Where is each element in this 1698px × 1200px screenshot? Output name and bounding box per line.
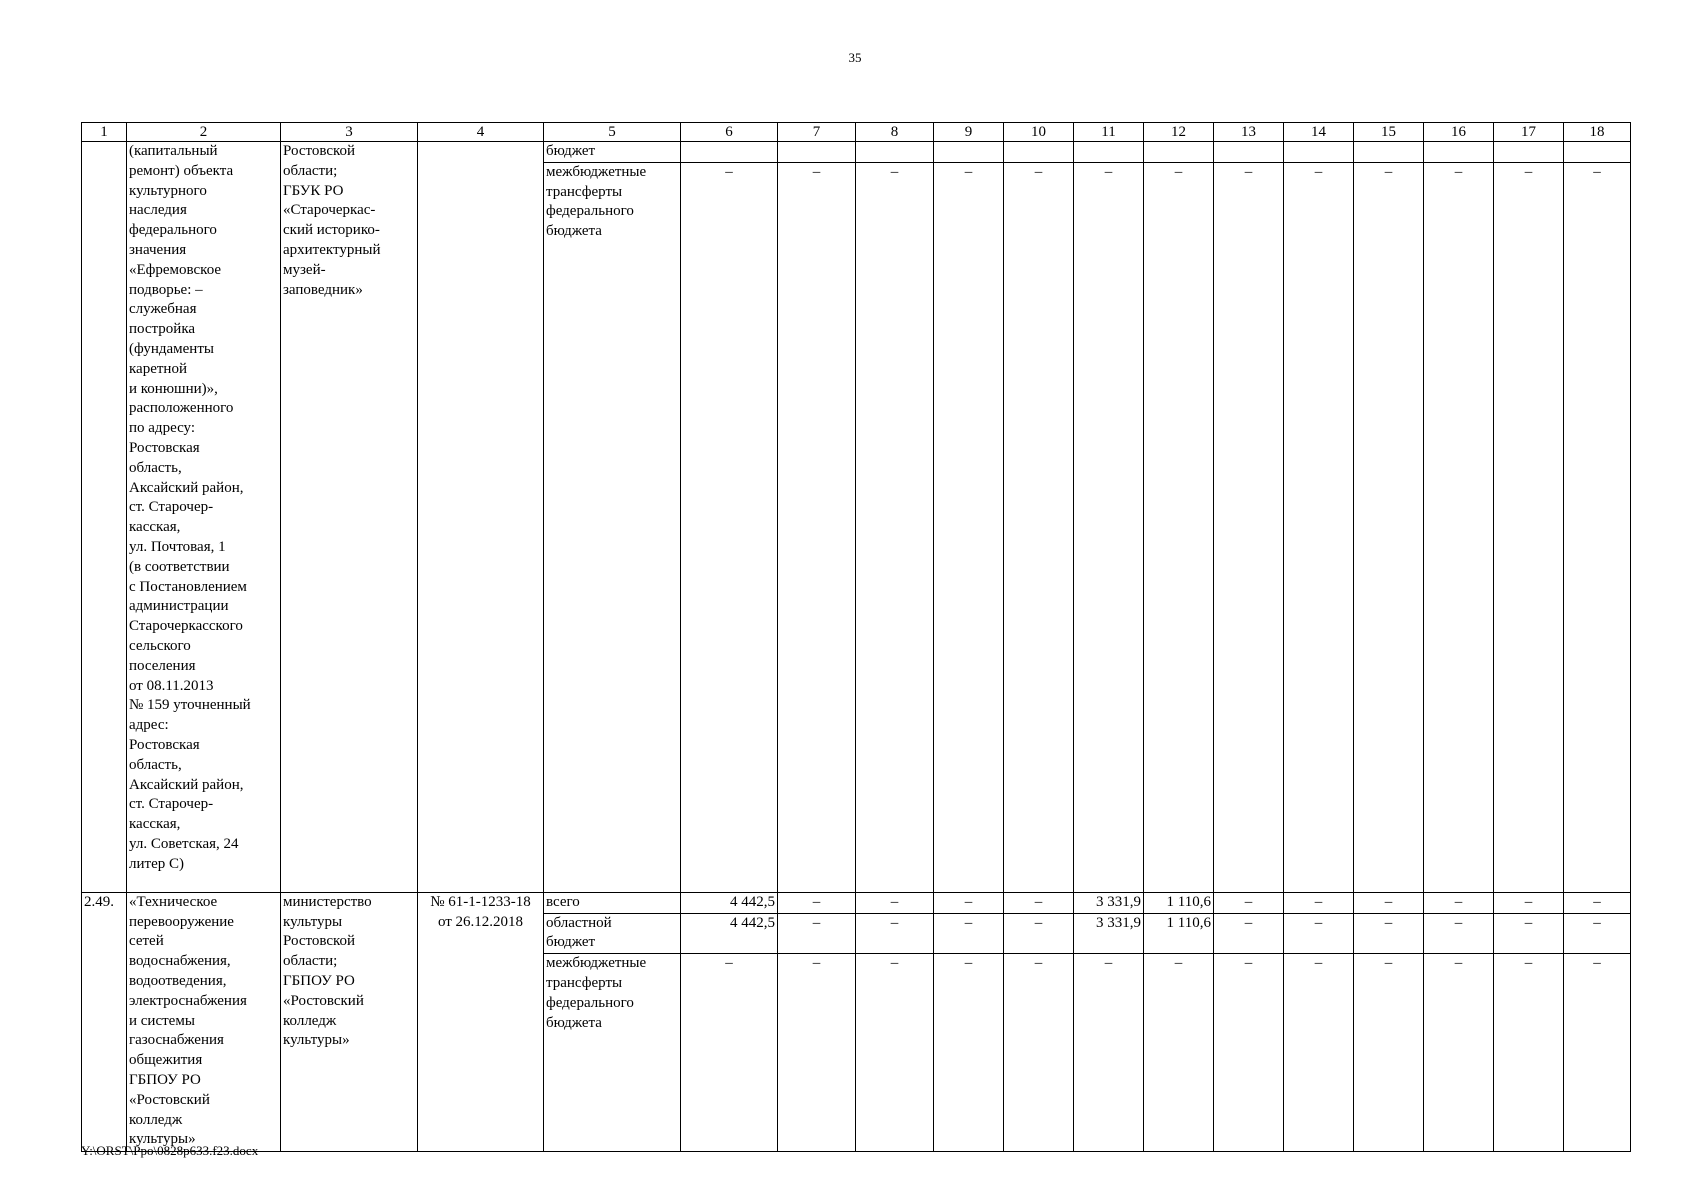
- entry-name-cell: «Техническое перевооружение сетей водоснабжения, водоотведения, электроснабжения и системы газоснабжения общежития ГБПОУ РО «Ростовский колледж культуры»: [127, 892, 281, 1151]
- value-cell: 3 331,9: [1074, 913, 1144, 954]
- column-number: 9: [934, 123, 1004, 142]
- value-cell: –: [1354, 892, 1424, 913]
- value-cell: –: [1564, 954, 1631, 1152]
- value-cell: –: [1494, 162, 1564, 892]
- value-cell: 1 110,6: [1144, 892, 1214, 913]
- value-cell: –: [1564, 913, 1631, 954]
- value-cell: –: [1354, 913, 1424, 954]
- column-number: 17: [1494, 123, 1564, 142]
- value-cell: –: [778, 954, 856, 1152]
- value-cell: –: [1354, 954, 1424, 1152]
- value-cell: –: [1074, 162, 1144, 892]
- value-cell: –: [1004, 913, 1074, 954]
- funding-source-cell: областной бюджет: [544, 913, 681, 954]
- value-cell: –: [681, 954, 778, 1152]
- funding-source-cell: межбюджетные трансферты федерального бюджета: [544, 162, 681, 892]
- value-cell: –: [1074, 954, 1144, 1152]
- value-cell: –: [1284, 892, 1354, 913]
- value-cell: –: [1424, 162, 1494, 892]
- value-cell: –: [1214, 913, 1284, 954]
- value-cell: –: [856, 913, 934, 954]
- column-number: 18: [1564, 123, 1631, 142]
- table-row: [82, 142, 1631, 163]
- value-cell: 3 331,9: [1074, 892, 1144, 913]
- value-cell: –: [1284, 913, 1354, 954]
- table-row: [82, 892, 1631, 913]
- footer-file-path: Y:\ORST\Ppo\0828p633.f23.docx: [81, 1143, 259, 1158]
- value-cell: –: [778, 913, 856, 954]
- value-cell: –: [934, 892, 1004, 913]
- column-number-row: [82, 123, 1631, 142]
- column-number: 2: [127, 123, 281, 142]
- value-cell: –: [1424, 913, 1494, 954]
- value-cell: –: [856, 162, 934, 892]
- value-cell: –: [1494, 892, 1564, 913]
- value-cell: –: [1354, 162, 1424, 892]
- column-number: 16: [1424, 123, 1494, 142]
- funding-source-cell: всего: [544, 892, 681, 913]
- value-cell: [1074, 142, 1144, 163]
- value-cell: –: [681, 162, 778, 892]
- value-cell: –: [1564, 892, 1631, 913]
- value-cell: –: [856, 892, 934, 913]
- value-cell: –: [1144, 162, 1214, 892]
- value-cell: [1214, 142, 1284, 163]
- column-number: 7: [778, 123, 856, 142]
- responsible-cell: министерство культуры Ростовской области; ГБПОУ РО «Ростовский колледж культуры»: [281, 892, 418, 1151]
- value-cell: –: [1214, 892, 1284, 913]
- funding-source-cell: бюджет: [544, 142, 681, 163]
- value-cell: –: [1494, 913, 1564, 954]
- funding-source-cell: межбюджетные трансферты федерального бюджета: [544, 954, 681, 1152]
- entry-number-cell: 2.49.: [82, 892, 127, 1151]
- value-cell: [1144, 142, 1214, 163]
- column-number: 14: [1284, 123, 1354, 142]
- column-number: 8: [856, 123, 934, 142]
- value-cell: –: [1144, 954, 1214, 1152]
- value-cell: [681, 142, 778, 163]
- column-number: 3: [281, 123, 418, 142]
- value-cell: [1004, 142, 1074, 163]
- value-cell: –: [1214, 954, 1284, 1152]
- value-cell: –: [1004, 954, 1074, 1152]
- value-cell: –: [1424, 954, 1494, 1152]
- value-cell: [1424, 142, 1494, 163]
- document-cell: № 61-1-1233-18 от 26.12.2018: [418, 892, 544, 1151]
- value-cell: 4 442,5: [681, 892, 778, 913]
- value-cell: –: [1214, 162, 1284, 892]
- value-cell: 4 442,5: [681, 913, 778, 954]
- value-cell: –: [778, 162, 856, 892]
- column-number: 4: [418, 123, 544, 142]
- document-cell: [418, 142, 544, 893]
- value-cell: [778, 142, 856, 163]
- page-number: 35: [848, 50, 862, 65]
- column-number: 1: [82, 123, 127, 142]
- value-cell: –: [1004, 892, 1074, 913]
- column-number: 11: [1074, 123, 1144, 142]
- column-number: 6: [681, 123, 778, 142]
- column-number: 15: [1354, 123, 1424, 142]
- value-cell: –: [934, 954, 1004, 1152]
- responsible-cell: Ростовской области; ГБУК РО «Старочеркас- ский историко- архитектурный музей- заповедник»: [281, 142, 418, 893]
- column-number: 5: [544, 123, 681, 142]
- value-cell: –: [1284, 162, 1354, 892]
- value-cell: –: [856, 954, 934, 1152]
- column-number: 13: [1214, 123, 1284, 142]
- entry-name-cell: (капитальный ремонт) объекта культурного наследия федерального значения «Ефремовское подворье: – служебная постройка (фундаменты каретной и конюшни)», расположенного по адресу: Ростовская область, Аксайский район, ст. Старочер- касская, ул. Почтовая, 1 (в соответствии с Постановлением администрации Старочеркасского сельского поселения от 08.11.2013 № 159 уточненный адрес: Ростовская область, Аксайский район, ст. Старочер- касская, ул. Советская, 24 литер С): [127, 142, 281, 893]
- value-cell: [1494, 142, 1564, 163]
- value-cell: –: [1424, 892, 1494, 913]
- value-cell: [1564, 142, 1631, 163]
- value-cell: [934, 142, 1004, 163]
- value-cell: –: [1494, 954, 1564, 1152]
- value-cell: 1 110,6: [1144, 913, 1214, 954]
- value-cell: –: [1564, 162, 1631, 892]
- column-number: 10: [1004, 123, 1074, 142]
- value-cell: –: [778, 892, 856, 913]
- value-cell: [1284, 142, 1354, 163]
- value-cell: –: [1004, 162, 1074, 892]
- column-number: 12: [1144, 123, 1214, 142]
- value-cell: –: [934, 913, 1004, 954]
- value-cell: –: [1284, 954, 1354, 1152]
- entry-number-cell: [82, 142, 127, 893]
- value-cell: –: [934, 162, 1004, 892]
- program-table: [81, 122, 1631, 1152]
- value-cell: [856, 142, 934, 163]
- value-cell: [1354, 142, 1424, 163]
